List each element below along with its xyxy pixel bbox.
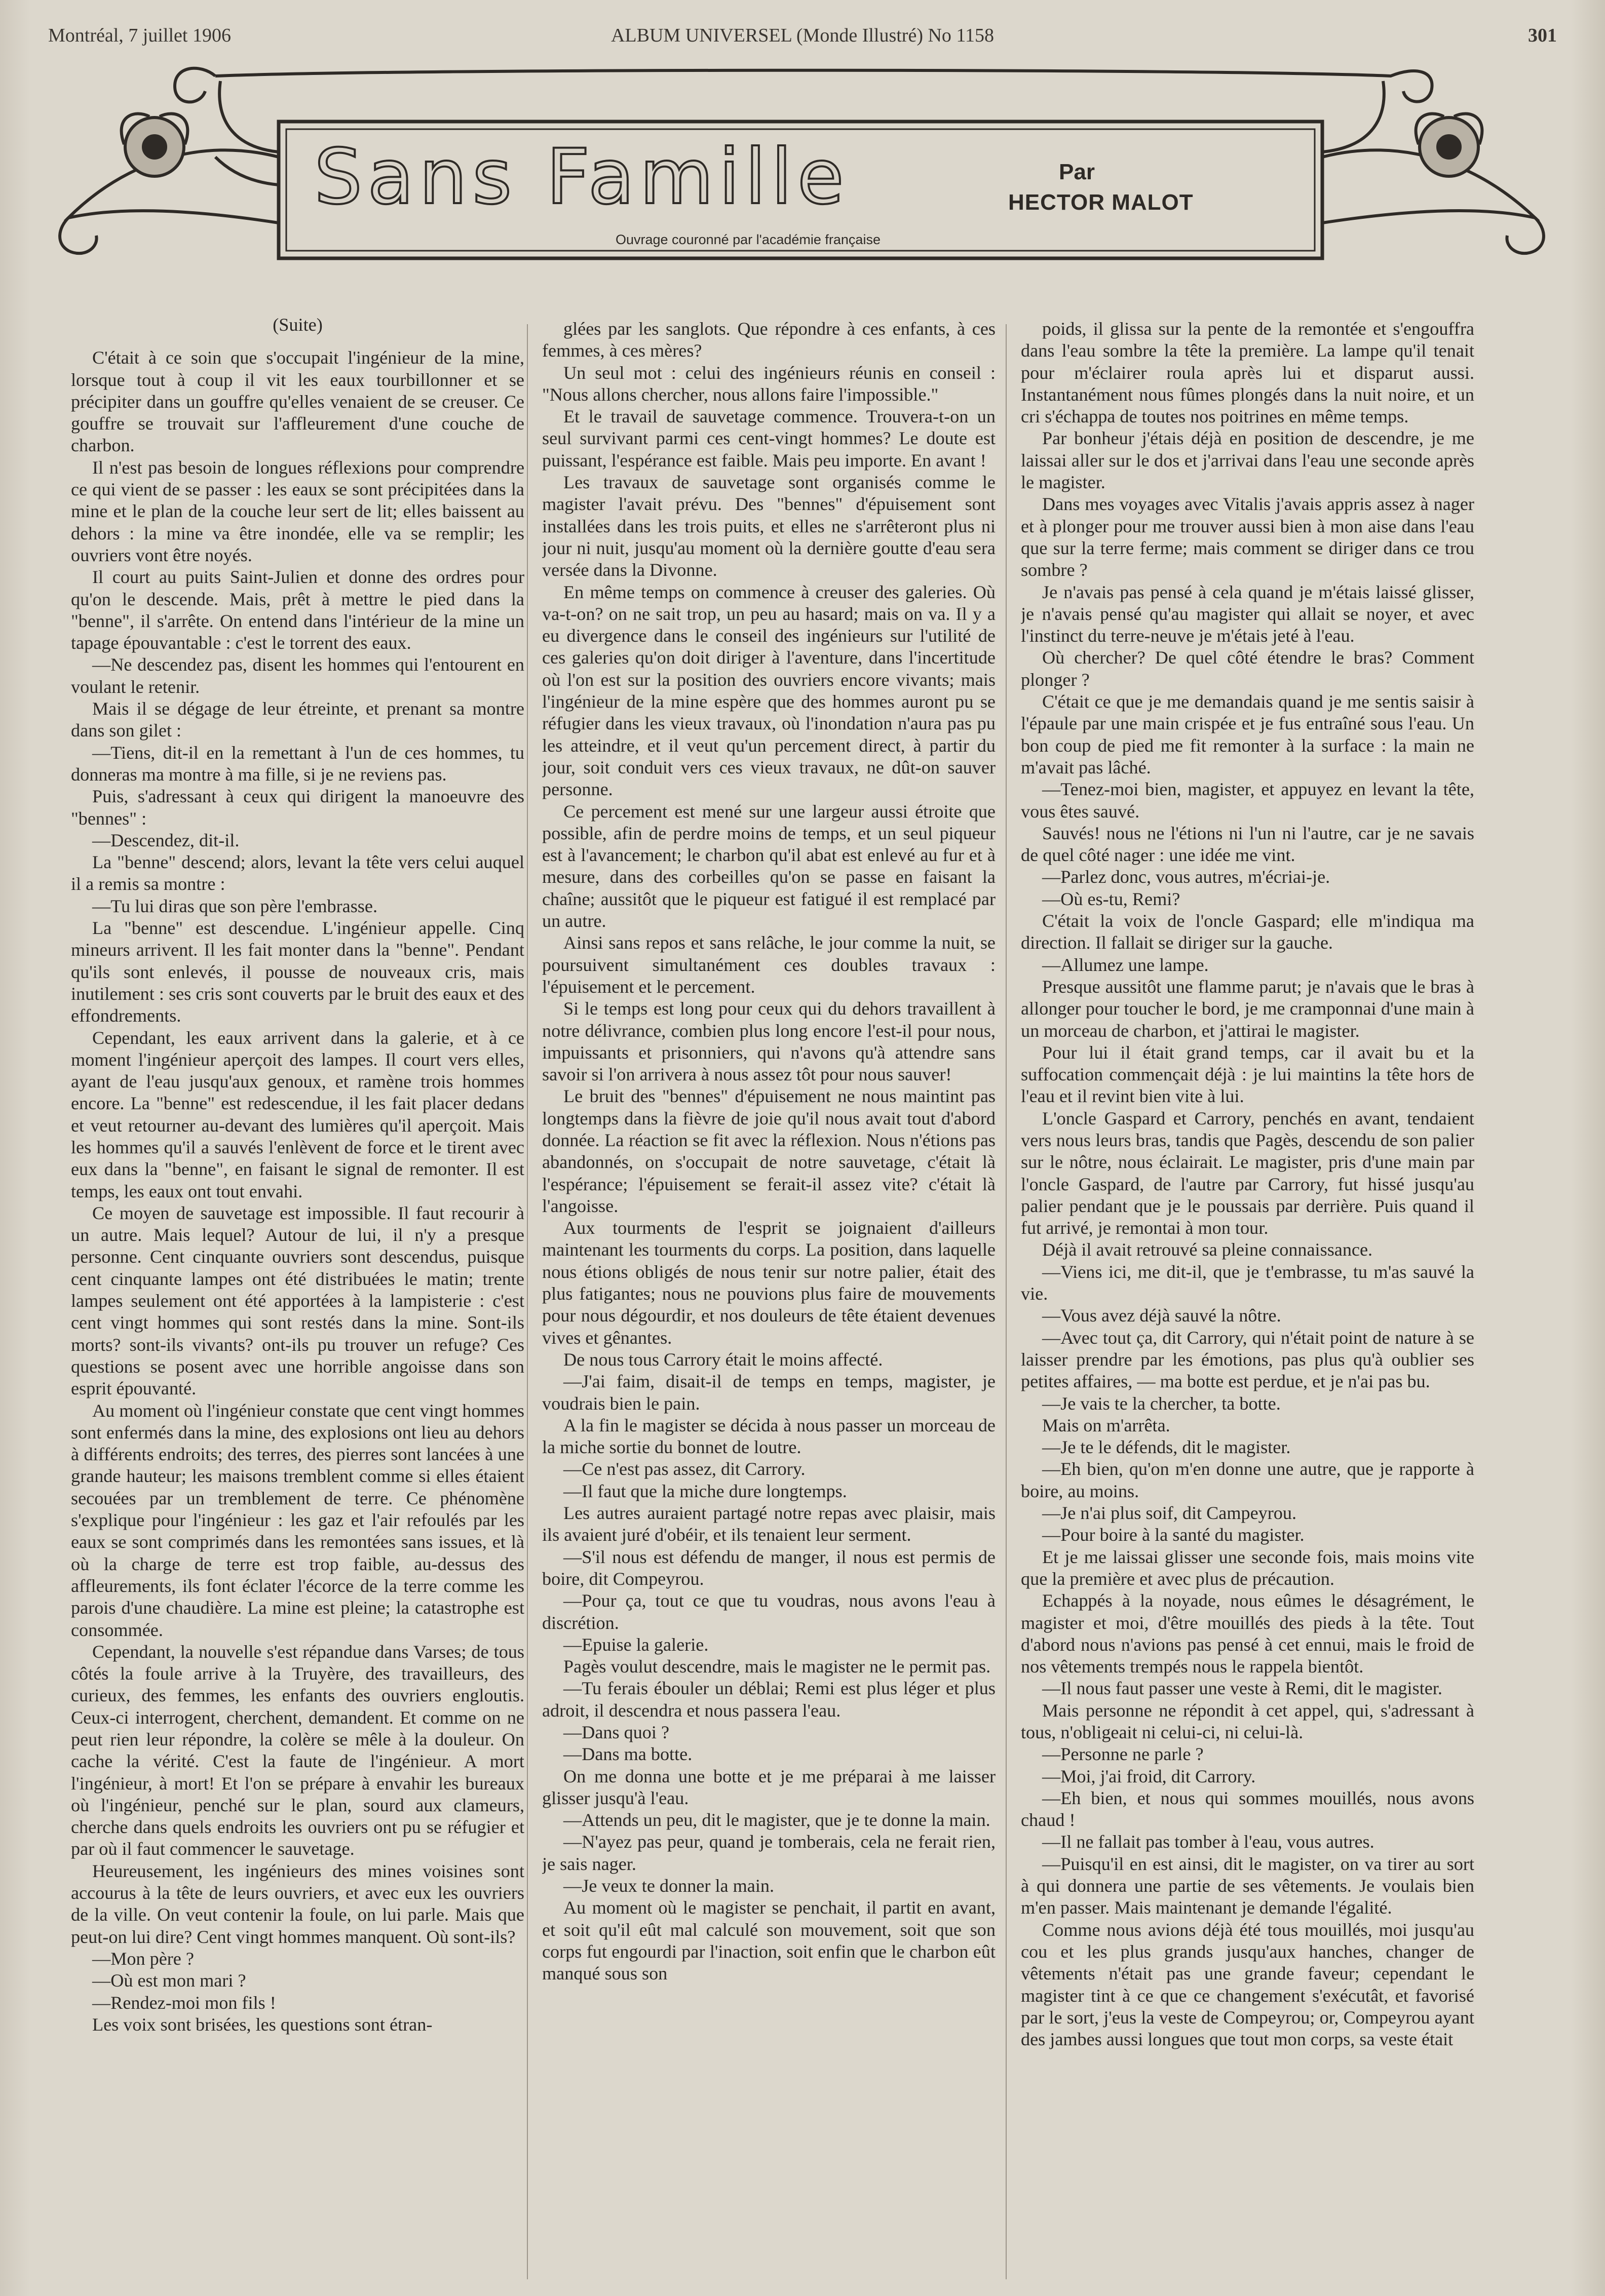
article-paragraph: Il n'est pas besoin de longues réflexions pour comprendre ce qui vient de se passer : les eaux se sont précipitées dans la mine et le plan de la couche leur sert de lit; elles baissent au dehors : la mine va être inondée, elle va se remplir; les ouvriers vont être noyés. bbox=[71, 457, 524, 565]
article-paragraph: C'était à ce soin que s'occupait l'ingénieur de la mine, lorsque tout à coup il vit les eaux tourbillonner et se précipiter dans un gouffre qu'elles venaient de se creuser. Ce gouffre se trouvait sur l'affleurement d'une couche de charbon. bbox=[71, 347, 524, 456]
article-paragraph: De nous tous Carrory était le moins affecté. bbox=[563, 1349, 883, 1370]
article-paragraph: Les travaux de sauvetage sont organisés comme le magister l'avait prévu. Des "bennes" d'épuisement sont installées dans les trois puits, et elles ne s'arrêteront plus ni jour ni nuit, jusqu'au moment où la dernière goutte d'eau sera versée dans la Divonne. bbox=[542, 472, 996, 580]
article-paragraph: Ce moyen de sauvetage est impossible. Il faut recourir à un autre. Mais lequel? Autour de lui, il n'y a presque personne. Cent cinquante ouvriers sont descendus, puisque cent cinquante lampes ont été distribuées le matin; trente lampes seulement ont été apportées à la lampisterie : c'est cent vingt hommes qui sont restés dans la mine. Sont-ils morts? sont-ils vivants? ont-ils pu trouver un refuge? Ces questions se posent avec une horrible angoisse dans son esprit épouvanté. bbox=[71, 1202, 524, 1399]
publication-title: ALBUM UNIVERSEL (Monde Illustré) No 1158 bbox=[610, 25, 995, 46]
continuation-label: (Suite) bbox=[273, 315, 323, 335]
right-flower-ornament bbox=[1416, 114, 1482, 176]
article-paragraph: Où chercher? De quel côté étendre le bras? Comment plonger ? bbox=[1021, 647, 1474, 690]
text-column-1 bbox=[71, 314, 524, 2279]
article-paragraph: Dans mes voyages avec Vitalis j'avais appris assez à nager et à plonger pour me trouver aussi bien à mon aise dans l'eau que sur la terre ferme; mais comment se diriger dans ce trou sombre ? bbox=[1021, 494, 1474, 580]
running-head bbox=[48, 24, 1557, 55]
article-paragraph: Echappés à la noyade, nous eûmes le désagrément, le magister et moi, d'être mouillés des pieds à la tête. Tout d'abord nous n'avions pas pensé à cet ennui, mais le froid de nos vêtements trempés nous le rappela bientôt. bbox=[1021, 1590, 1474, 1677]
article-paragraph: —Allumez une lampe. bbox=[1042, 954, 1209, 975]
article-paragraph: —Tu lui diras que son père l'embrasse. bbox=[92, 896, 377, 916]
article-paragraph: —Descendez, dit-il. bbox=[92, 830, 240, 850]
article-paragraph: Pagès voulut descendre, mais le magister ne le permit pas. bbox=[563, 1656, 991, 1677]
issue-date: Montréal, 7 juillet 1906 bbox=[48, 25, 231, 46]
article-paragraph: Un seul mot : celui des ingénieurs réunis en conseil : "Nous allons chercher, nous allons faire l'impossible." bbox=[542, 362, 996, 405]
article-paragraph: Heureusement, les ingénieurs des mines voisines sont accourus à la tête de leurs ouvriers, et avec eux les ouvriers de la ville. On veut contenir la foule, on lui parle. Mais que peut-on lui dire? Cent vingt hommes manquent. Où sont-ils? bbox=[71, 1860, 524, 1947]
article-paragraph: En même temps on commence à creuser des galeries. Où va-t-on? on ne sait trop, un peu au hasard; mais on va. Il y a eu divergence dans le conseil des ingénieurs sur l'utilité de ces galeries qu'on doit diriger à l'aventure, dans l'incertitude où l'on est sur la position des ouvriers encore vivants; mais l'ingénieur de la mine espère que des hommes auront pu se réfugier dans les vieux travaux, où l'inondation n'aura pas pu les atteindre, et il veut qu'un percement direct, à partir du jour, soit conduit vers ces vieux travaux, ne dût-on sauver personne. bbox=[542, 581, 996, 800]
author-name: HECTOR MALOT bbox=[1008, 190, 1194, 215]
article-paragraph: poids, il glissa sur la pente de la remontée et s'engouffra dans l'eau sombre la tête la première. La lampe qu'il tenait pour m'éclairer roula après lui et disparut aussi. Instantanément nous fûmes plongés dans la nuit noire, et un cri s'échappa de toutes nos poitrines en même temps. bbox=[1021, 319, 1474, 427]
article-paragraph: Au moment où l'ingénieur constate que cent vingt hommes sont enfermés dans la mine, des explosions ont lieu au dehors à différents endroits; des terres, des pierres sont lancées à une grande hauteur; les maisons tremblent comme si elles étaient secouées par un tremblement de terre. Ce phénomène s'explique pour l'ingénieur : les gaz et l'air refoulés par les eaux se sont comprimés dans les remontées sans issues, et là où la charge de terre est trop faible, au-dessus des affleurements, ils font éclater l'écorce de la terre comme les parois d'une chaudière. La mine est pleine; la catastrophe est consommée. bbox=[71, 1400, 524, 1640]
article-paragraph: C'était la voix de l'oncle Gaspard; elle m'indiqua ma direction. Il fallait se diriger sur la gauche. bbox=[1021, 911, 1474, 953]
article-paragraph: Sauvés! nous ne l'étions ni l'un ni l'autre, car je ne savais de quel côté nager : une idée me vint. bbox=[1021, 823, 1474, 866]
article-paragraph: Et le travail de sauvetage commence. Trouvera-t-on un seul survivant parmi ces cent-vingt hommes? Le doute est puissant, l'espérance est faible. Mais peu importe. En avant ! bbox=[542, 406, 996, 471]
article-paragraph: —Où es-tu, Remi? bbox=[1042, 888, 1180, 909]
article-paragraph: On me donna une botte et je me préparai à me laisser glisser jusqu'à l'eau. bbox=[542, 1766, 996, 1808]
article-paragraph: La "benne" est descendue. L'ingénieur appelle. Cinq mineurs arrivent. Il les fait monter dans la "benne". Pendant qu'ils sont enlevés, il pousse de nouveaux cris, mais inutilement : ses cris sont couverts par le bruit des eaux et des effondrements. bbox=[71, 918, 524, 1026]
article-paragraph: —Viens ici, me dit-il, que je t'embrasse, tu m'as sauvé la vie. bbox=[1021, 1261, 1474, 1304]
serial-title: Sans Famille bbox=[314, 133, 849, 221]
article-paragraph: Au moment où le magister se penchait, il partit en avant, et soit qu'il eût mal calculé son mouvement, soit que son corps fut engourdi par l'inaction, soit enfin que le charbon eût manqué sous son bbox=[542, 1897, 996, 1984]
article-paragraph: glées par les sanglots. Que répondre à ces enfants, à ces femmes, à ces mères? bbox=[542, 319, 996, 361]
article-paragraph: —Pour boire à la santé du magister. bbox=[1042, 1525, 1305, 1545]
article-paragraph: A la fin le magister se décida à nous passer un morceau de la miche sortie du bonnet de loutre. bbox=[542, 1415, 996, 1458]
page-number: 301 bbox=[1528, 25, 1557, 46]
column-rule bbox=[527, 324, 528, 2279]
article-paragraph: —Mon père ? bbox=[92, 1948, 194, 1969]
article-paragraph: —Tiens, dit-il en la remettant à l'un de ces hommes, tu donneras ma montre à ma fille, si je ne reviens pas. bbox=[71, 742, 524, 785]
by-label: Par bbox=[1059, 160, 1095, 184]
article-paragraph: —Tenez-moi bien, magister, et appuyez en levant la tête, vous êtes sauvé. bbox=[1021, 779, 1474, 822]
article-paragraph: —Il nous faut passer une veste à Remi, dit le magister. bbox=[1042, 1678, 1442, 1699]
column-rule bbox=[1006, 324, 1007, 2279]
article-paragraph: Cependant, la nouvelle s'est répandue dans Varses; de tous côtés la foule arrive à la Truyère, des travailleurs, des curieux, des femmes, les enfants des ouvriers engloutis. Ceux-ci interrogent, cherchent, demandent. Et comme on ne peut rien leur répondre, la colère se mêle à la douleur. On cache la vérité. C'est la faute de l'ingénieur. A mort l'ingénieur, à mort! Et l'on se prépare à envahir les bureaux où l'ingénieur, penché sur le plan, sourd aux clameurs, cherche dans quels endroits les ouvriers ont pu se réfugier et par où il faut commencer le sauvetage. bbox=[71, 1641, 524, 1859]
article-paragraph: —Je n'ai plus soif, dit Campeyrou. bbox=[1042, 1503, 1297, 1524]
article-paragraph: La "benne" descend; alors, levant la tête vers celui auquel il a remis sa montre : bbox=[71, 852, 524, 894]
article-paragraph: Les voix sont brisées, les questions sont étran- bbox=[92, 2014, 433, 2035]
article-paragraph: —Personne ne parle ? bbox=[1042, 1744, 1204, 1765]
article-paragraph: Les autres auraient partagé notre repas avec plaisir, mais ils avaient juré d'obéir, et ils tenaient leur serment. bbox=[542, 1503, 996, 1545]
text-column-3 bbox=[1021, 318, 1474, 2283]
article-paragraph: Si le temps est long pour ceux qui du dehors travaillent à notre délivrance, combien plus long encore l'est-il pour nous, impuissants et prisonniers, qui n'avons qu'à attendre sans savoir si l'on arrivera à nous assez tôt pour nous sauver! bbox=[542, 998, 996, 1085]
article-paragraph: Pour lui il était grand temps, car il avait bu et la suffocation commençait déjà : je lui maintins la tête hors de l'eau et il revint bien vite à lui. bbox=[1021, 1042, 1474, 1107]
article-paragraph: Cependant, les eaux arrivent dans la galerie, et à ce moment l'ingénieur aperçoit des lampes. Il court vers elles, ayant de l'eau jusqu'aux genoux, et ramène trois hommes encore. La "benne" est redescendue, il les fait placer dedans et veut retourner au-devant des lumières qu'il aperçoit. Mais les hommes qu'il a sauvés l'enlèvent de force et le tirent avec eux dans la "benne", en faisant le signal de remonter. Il est temps, les eaux ont tout envahi. bbox=[71, 1027, 524, 1201]
article-paragraph: —Moi, j'ai froid, dit Carrory. bbox=[1042, 1766, 1256, 1786]
article-paragraph: —Il faut que la miche dure longtemps. bbox=[563, 1481, 847, 1501]
award-subtitle: Ouvrage couronné par l'académie française bbox=[616, 232, 881, 247]
article-paragraph: —S'il nous est défendu de manger, il nous est permis de boire, dit Compeyrou. bbox=[542, 1546, 996, 1589]
article-paragraph: Mais il se dégage de leur étreinte, et prenant sa montre dans son gilet : bbox=[71, 698, 524, 741]
article-paragraph: Ainsi sans repos et sans relâche, le jour comme la nuit, se poursuivent simultanément ces doubles travaux : l'épuisement et le percement. bbox=[542, 932, 996, 997]
article-paragraph: Je n'avais pas pensé à cela quand je m'étais laissé glisser, je n'avais pensé qu'au magister qui allait se noyer, et avec l'instinct du terre-neuve je m'étais jeté à l'eau. bbox=[1021, 581, 1474, 646]
article-paragraph: —J'ai faim, disait-il de temps en temps, magister, je voudrais bien le pain. bbox=[542, 1371, 996, 1414]
article-paragraph: Le bruit des "bennes" d'épuisement ne nous maintint pas longtemps dans la fièvre de joie qu'il nous avait tout d'abord donnée. La réaction se fit avec la réflexion. Nous n'étions pas abandonnés, on s'occupait de notre sauvetage, c'était là l'espérance; l'épuisement se ferait-il assez vite? c'était là l'angoisse. bbox=[542, 1086, 996, 1216]
article-paragraph: Par bonheur j'étais déjà en position de descendre, je me laissai aller sur le dos et j'arrivai dans l'eau une seconde après le magister. bbox=[1021, 428, 1474, 493]
article-paragraph: —Eh bien, qu'on m'en donne une autre, que je rapporte à boire, au moins. bbox=[1021, 1459, 1474, 1501]
article-paragraph: —Dans ma botte. bbox=[563, 1744, 693, 1765]
article-paragraph: —Parlez donc, vous autres, m'écriai-je. bbox=[1042, 867, 1330, 887]
article-paragraph: —Vous avez déjà sauvé la nôtre. bbox=[1042, 1305, 1281, 1326]
article-paragraph: C'était ce que je me demandais quand je me sentis saisir à l'épaule par une main crispée et je fus entraîné sous l'eau. Un bon coup de pied me fit remonter à la surface : la main ne m'avait pas lâché. bbox=[1021, 691, 1474, 777]
article-paragraph: Aux tourments de l'esprit se joignaient d'ailleurs maintenant les tourments du corps. La position, dans laquelle nous étions obligés de nous tenir sur notre palier, était des plus fatigantes; nous ne pouvions plus faire de mouvements pour nous dégourdir, et nos douleurs de tête étaient devenues vives et gênantes. bbox=[542, 1218, 996, 1348]
article-paragraph: —Eh bien, et nous qui sommes mouillés, nous avons chaud ! bbox=[1021, 1787, 1474, 1831]
article-paragraph: Il court au puits Saint-Julien et donne des ordres pour qu'on le descende. Mais, prêt à mettre le pied dans la "benne", il s'arrête. On entend dans l'intérieur de la mine un tapage épouvantable : c'est le torrent des eaux. bbox=[71, 567, 524, 653]
article-paragraph: —Rendez-moi mon fils ! bbox=[92, 1992, 276, 2013]
article-paragraph: Ce percement est mené sur une largeur aussi étroite que possible, afin de perdre moins de temps, et un seul piqueur est à l'avancement; le charbon qu'il abat est enlevé au fur et à mesure, dans des corbeilles qu'on se passe en faisant la chaîne; aussitôt que le piqueur est fatigué il est remplacé par un autre. bbox=[542, 801, 996, 931]
article-paragraph: Et je me laissai glisser une seconde fois, mais moins vite que la première et avec plus de précaution. bbox=[1021, 1546, 1474, 1589]
article-paragraph: Puis, s'adressant à ceux qui dirigent la manoeuvre des "bennes" : bbox=[71, 786, 524, 829]
article-paragraph: —Je veux te donner la main. bbox=[563, 1876, 775, 1896]
article-paragraph: Mais personne ne répondit à cet appel, qui, s'adressant à tous, n'obligeait ni celui-ci, ni celui-là. bbox=[1021, 1700, 1474, 1742]
article-paragraph: Comme nous avions déjà été tous mouillés, moi jusqu'au cou et les plus grands jusqu'aux hanches, changer de vêtements n'était pas une grande faveur; cependant le magister tint à ce que ce changement s'exécutât, et favorisé par le sort, j'eus la veste de Compeyrou; or, Compeyrou ayant des jambes aussi longues que tout mon corps, sa veste était bbox=[1021, 1919, 1474, 2050]
article-paragraph: —Attends un peu, dit le magister, que je te donne la main. bbox=[563, 1810, 990, 1831]
left-flower-ornament bbox=[122, 114, 188, 176]
article-paragraph: —Pour ça, tout ce que tu voudras, nous avons l'eau à discrétion. bbox=[542, 1590, 996, 1633]
text-column-2 bbox=[542, 318, 996, 2283]
article-paragraph: Presque aussitôt une flamme parut; je n'avais que le bras à allonger pour toucher le bord, je me cramponnai d'une main à un morceau de charbon, et j'attirai le magister. bbox=[1021, 976, 1474, 1041]
article-paragraph: —Epuise la galerie. bbox=[563, 1634, 709, 1655]
article-paragraph: —N'ayez pas peur, quand je tomberais, cela ne ferait rien, je sais nager. bbox=[542, 1832, 996, 1874]
article-paragraph: —Tu ferais ébouler un déblai; Remi est plus léger et plus adroit, il descendra et nous passera l'eau. bbox=[542, 1678, 996, 1721]
article-paragraph: —Je te le défends, dit le magister. bbox=[1042, 1437, 1291, 1458]
article-paragraph: —Où est mon mari ? bbox=[92, 1970, 246, 1991]
article-paragraph: —Ne descendez pas, disent les hommes qui l'entourent en voulant le retenir. bbox=[71, 654, 524, 697]
article-paragraph: —Dans quoi ? bbox=[563, 1722, 670, 1742]
article-paragraph: Déjà il avait retrouvé sa pleine connaissance. bbox=[1042, 1239, 1373, 1260]
article-paragraph: —Il ne fallait pas tomber à l'eau, vous autres. bbox=[1042, 1832, 1374, 1852]
article-paragraph: Mais on m'arrêta. bbox=[1042, 1415, 1170, 1435]
article-paragraph: —Avec tout ça, dit Carrory, qui n'était point de nature à se laisser prendre par les émotions, pas plus qu'à oublier ses petites affaires, — ma botte est perdue, et je n'ai pas bu. bbox=[1021, 1327, 1474, 1392]
article-paragraph: L'oncle Gaspard et Carrory, penchés en avant, tendaient vers nous leurs bras, tandis que Pagès, descendu de son palier sur le nôtre, nous éclairait. Le magister, pris d'une main par l'oncle Gaspard, de l'autre par Carrory, fut hissé jusqu'au palier pendant que je le poussais par derrière. Puis quand il fut arrivé, je remontai à mon tour. bbox=[1021, 1108, 1474, 1238]
article-paragraph: —Puisqu'il en est ainsi, dit le magister, on va tirer au sort à qui donnera une partie de ses vêtements. Je voulais bien m'en passer. Mais maintenant je demande l'égalité. bbox=[1021, 1853, 1474, 1918]
article-paragraph: —Je vais te la chercher, ta botte. bbox=[1042, 1393, 1281, 1414]
article-paragraph: —Ce n'est pas assez, dit Carrory. bbox=[563, 1459, 806, 1480]
